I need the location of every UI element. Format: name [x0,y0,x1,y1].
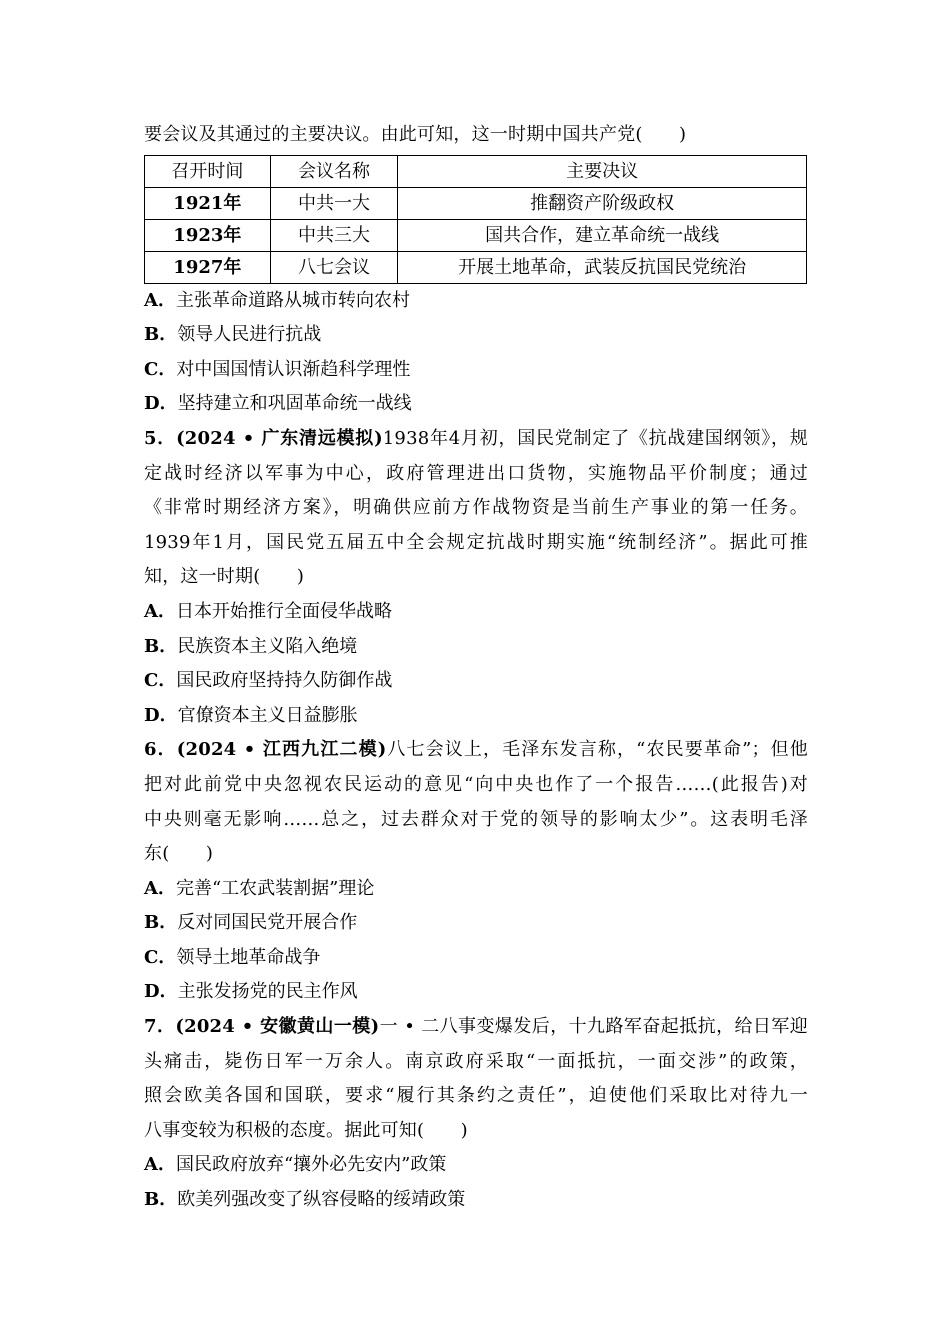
option-letter: D． [144,704,178,726]
option-text: 日本开始推行全面侵华战略 [175,600,392,622]
q6-option-a [144,872,808,907]
q7-stem-line: 头痛击，毙伤日军一万余人。南京政府采取“一面抵抗，一面交涉”的政策， [144,1050,808,1072]
q7-option-a [144,1148,808,1183]
option-letter: A． [144,600,176,622]
row-resolution: 开展土地革命，武装反抗国民党统治 [398,251,807,283]
option-text: 主张革命道路从城市转向农村 [175,289,410,311]
q5-stem-line: 《非常时期经济方案》，明确供应前方作战物资是当前生产事业的第一任务。 [144,497,808,519]
q6-stem-line: 把对此前党中央忽视农民运动的意见“向中央也作了一个报告……(此报告)对 [144,773,808,795]
q6-stem-line: 东( ) [144,843,214,865]
option-letter: A． [144,1154,176,1176]
table-header-row [145,155,807,187]
option-letter: A． [144,289,176,311]
document-page [144,118,808,1218]
table-row [145,251,807,283]
header-name: 会议名称 [270,155,398,187]
option-text: 主张发扬党的民主作风 [177,981,358,1003]
q7-stem-line [144,1010,808,1045]
q6-option-b [144,906,808,941]
meetings-table [144,155,807,284]
row-name: 中共一大 [270,187,398,219]
q7-number: 7． [144,1016,176,1038]
q6-text: 八七会议上，毛泽东发言称，“农民要革命”；但他 [386,739,808,761]
row-year: 1923年 [145,219,271,251]
q6-stem-line [144,733,808,768]
option-text: 国民政府放弃“攘外必先安内”政策 [175,1154,447,1176]
option-text: 对中国国情认识渐趋科学理性 [176,358,411,380]
table-row [145,187,807,219]
q5-stem-line: 1939年1月，国民党五届五中全会规定抗战时期实施“统制经济”。据此可推 [144,531,808,553]
q5-option-a [144,595,808,630]
table-row [145,219,807,251]
option-letter: C． [144,946,177,968]
option-letter: D． [144,981,178,1003]
option-letter: C． [144,670,177,692]
q6-option-d [144,975,808,1010]
row-year: 1921年 [145,187,271,219]
q4-option-d [144,387,808,422]
q5-stem-line: 定战时经济以军事为中心，政府管理进出口货物，实施物品平价制度；通过 [144,462,808,484]
option-text: 民族资本主义陷入绝境 [177,635,358,657]
option-letter: B． [144,324,178,346]
q4-option-c [144,353,808,388]
q7-stem-line: 照会欧美各国和国联，要求“履行其条约之责任”，迫使他们采取比对待九一 [144,1085,808,1107]
q5-text: 1938年4月初，国民党制定了《抗战建国纲领》，规 [382,427,808,449]
q5-source: (2024 • 广东清远模拟) [176,427,383,449]
q6-stem-line: 中央则毫无影响……总之，过去群众对于党的领导的影响太少”。这表明毛泽 [144,808,808,830]
q7-option-b [144,1183,808,1218]
q7-text: 一 • 二八事变爆发后，十九路军奋起抵抗，给日军迎 [379,1016,808,1038]
option-text: 反对同国民党开展合作 [177,912,358,934]
q7-source: (2024 • 安徽黄山一模) [175,1016,380,1038]
row-resolution: 推翻资产阶级政权 [398,187,807,219]
q5-option-c [144,664,808,699]
option-letter: B． [144,1189,178,1211]
q4-option-b [144,318,808,353]
option-text: 坚持建立和巩固革命统一战线 [177,393,412,415]
option-letter: C． [144,358,177,380]
option-text: 欧美列强改变了纵容侵略的绥靖政策 [177,1189,466,1211]
q6-option-c [144,941,808,976]
q5-number: 5． [144,427,177,449]
option-text: 国民政府坚持持久防御作战 [176,670,393,692]
option-text: 完善“工农武装割据”理论 [175,877,375,899]
option-letter: B． [144,912,178,934]
option-letter: A． [144,877,176,899]
option-letter: B． [144,635,178,657]
option-text: 领导土地革命战争 [176,946,321,968]
option-letter: D． [144,393,178,415]
row-name: 八七会议 [270,251,398,283]
header-resolution: 主要决议 [398,155,807,187]
header-time: 召开时间 [145,155,271,187]
q5-stem-line [144,422,808,457]
q4-stem-tail: 要会议及其通过的主要决议。由此可知，这一时期中国共产党( ) [144,124,687,145]
q4-option-a [144,284,808,319]
q6-source: (2024 • 江西九江二模) [176,739,387,761]
row-resolution: 国共合作，建立革命统一战线 [398,219,807,251]
option-text: 官僚资本主义日益膨胀 [177,704,358,726]
option-text: 领导人民进行抗战 [177,324,322,346]
q5-option-b [144,630,808,665]
row-year: 1927年 [145,251,271,283]
q5-option-d [144,699,808,734]
q5-stem-line: 知，这一时期( ) [144,566,305,588]
q6-number: 6． [144,739,177,761]
row-name: 中共三大 [270,219,398,251]
q7-stem-line: 八事变较为积极的态度。据此可知( ) [144,1119,468,1141]
